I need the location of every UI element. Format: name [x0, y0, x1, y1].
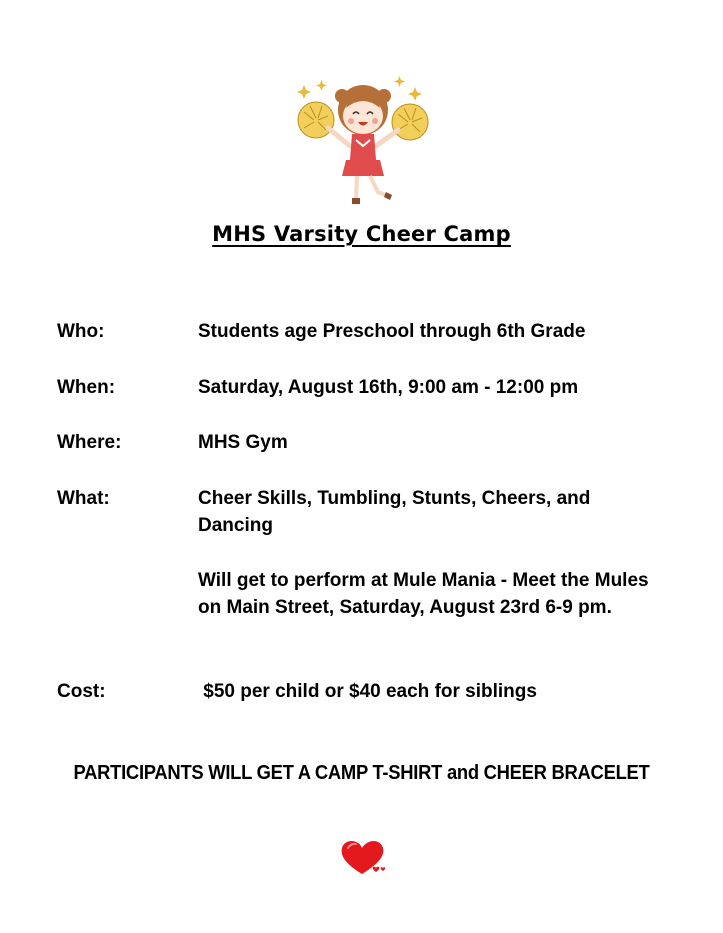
detail-value: Will get to perform at Mule Mania - Meet the Mules on Main Street, Saturday, August 23rd 6-9 pm. — [198, 570, 649, 618]
detail-value: Saturday, August 16th, 9:00 am - 12:00 pm — [198, 377, 579, 398]
detail-value: MHS Gym — [198, 432, 288, 453]
detail-label: Cost: — [57, 681, 106, 702]
participants-banner: PARTICIPANTS WILL GET A CAMP T-SHIRT and CHEER BRACELET — [73, 762, 650, 784]
detail-value: $50 per child or $40 each for siblings — [198, 681, 537, 702]
detail-value: Cheer Skills, Tumbling, Stunts, Cheers, and Dancing — [198, 488, 591, 536]
detail-label: When: — [57, 377, 116, 398]
heart-icon — [338, 838, 392, 884]
cheerleader-illustration — [290, 72, 435, 210]
detail-value: Students age Preschool through 6th Grade — [198, 321, 586, 342]
page-title: MHS Varsity Cheer Camp — [212, 222, 511, 246]
detail-label: Who: — [57, 321, 105, 342]
detail-label: Where: — [57, 432, 122, 453]
detail-label: What: — [57, 488, 110, 509]
